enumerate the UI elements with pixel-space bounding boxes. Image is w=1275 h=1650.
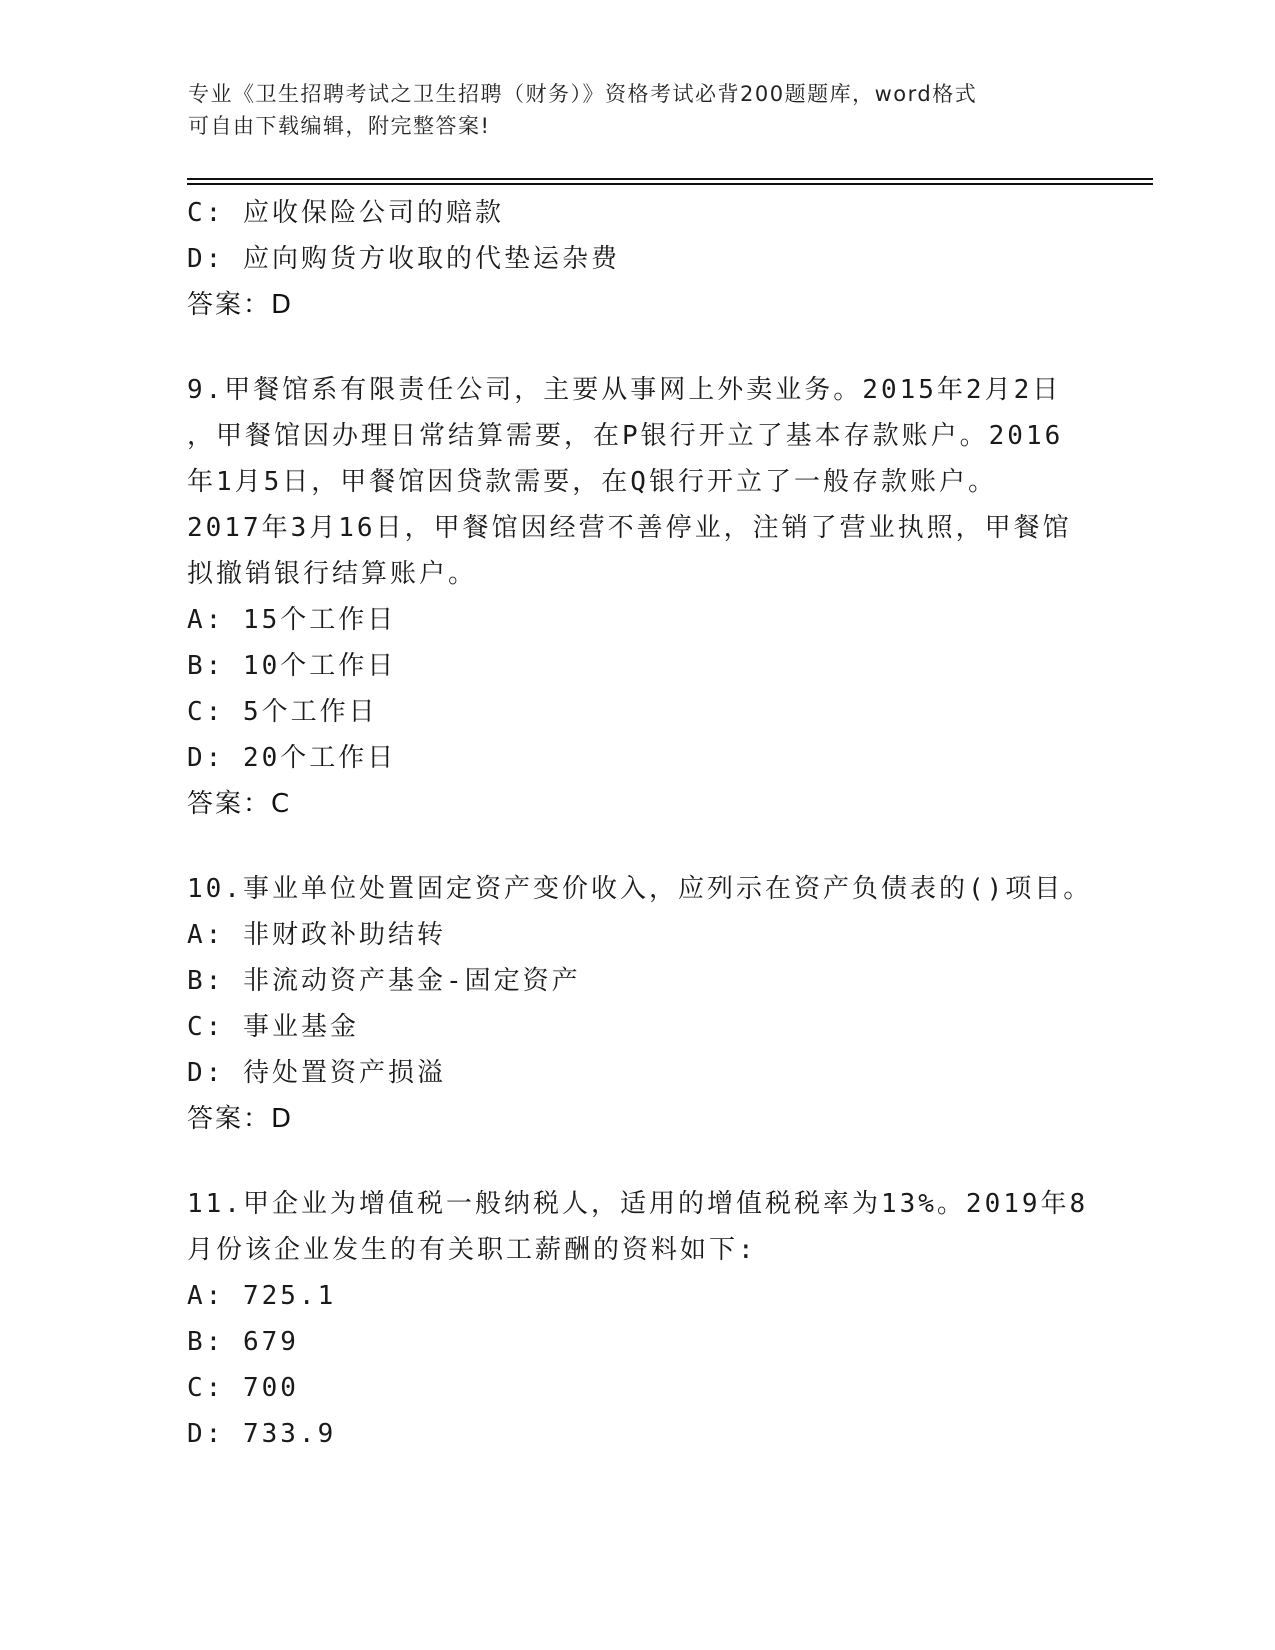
- answer-line: 答案：D: [187, 1104, 294, 1134]
- header-title-line-2: 可自由下载编辑，附完整答案!: [188, 114, 491, 138]
- question-block-prev: [187, 190, 1087, 328]
- question-text-line: 9.甲餐馆系有限责任公司，主要从事网上外卖业务。2015年2月2日: [187, 375, 1062, 405]
- option-c: C: 700: [187, 1373, 299, 1403]
- option-c: C: 应收保险公司的赔款: [187, 198, 504, 228]
- option-c: C: 5个工作日: [187, 697, 378, 727]
- answer-line: 答案：D: [187, 290, 294, 320]
- question-block-10: [187, 866, 1093, 1142]
- question-text-line: 年1月5日，甲餐馆因贷款需要，在Q银行开立了一般存款账户。: [187, 467, 997, 497]
- question-text-line: 2017年3月16日，甲餐馆因经营不善停业，注销了营业执照，甲餐馆: [187, 513, 1072, 543]
- header-divider-top: [187, 178, 1153, 180]
- option-a: A: 725.1: [187, 1281, 337, 1311]
- question-text-line: ，甲餐馆因办理日常结算需要，在P银行开立了基本存款账户。2016: [187, 421, 1064, 451]
- spacer: [187, 827, 1087, 866]
- option-a: A: 15个工作日: [187, 605, 397, 635]
- question-text-line: 11.甲企业为增值税一般纳税人，适用的增值税税率为13%。2019年8: [187, 1189, 1089, 1219]
- option-d: D: 待处置资产损溢: [187, 1058, 446, 1088]
- document-header: [188, 78, 1068, 142]
- header-title-line-1: 专业《卫生招聘考试之卫生招聘（财务）》资格考试必背200题题库，word格式: [188, 82, 978, 106]
- question-block-11: [187, 1181, 1087, 1457]
- option-c: C: 事业基金: [187, 1012, 359, 1042]
- option-b: B: 非流动资产基金-固定资产: [187, 966, 581, 996]
- option-d: D: 733.9: [187, 1419, 337, 1449]
- option-a: A: 非财政补助结转: [187, 920, 446, 950]
- document-body: [187, 190, 1093, 1457]
- question-text-line: 月份该企业发生的有关职工薪酬的资料如下:: [187, 1235, 757, 1265]
- option-b: B: 679: [187, 1327, 299, 1357]
- question-block-9: [187, 367, 1087, 827]
- question-text-line: 10.事业单位处置固定资产变价收入，应列示在资产负债表的()项目。: [187, 874, 1093, 904]
- spacer: [187, 328, 1087, 367]
- answer-line: 答案：C: [187, 789, 292, 819]
- option-d: D: 20个工作日: [187, 743, 397, 773]
- option-d: D: 应向购货方收取的代垫运杂费: [187, 244, 620, 274]
- header-divider-bottom: [187, 183, 1153, 185]
- option-b: B: 10个工作日: [187, 651, 397, 681]
- spacer: [187, 1142, 1087, 1181]
- question-text-line: 拟撤销银行结算账户。: [187, 559, 478, 589]
